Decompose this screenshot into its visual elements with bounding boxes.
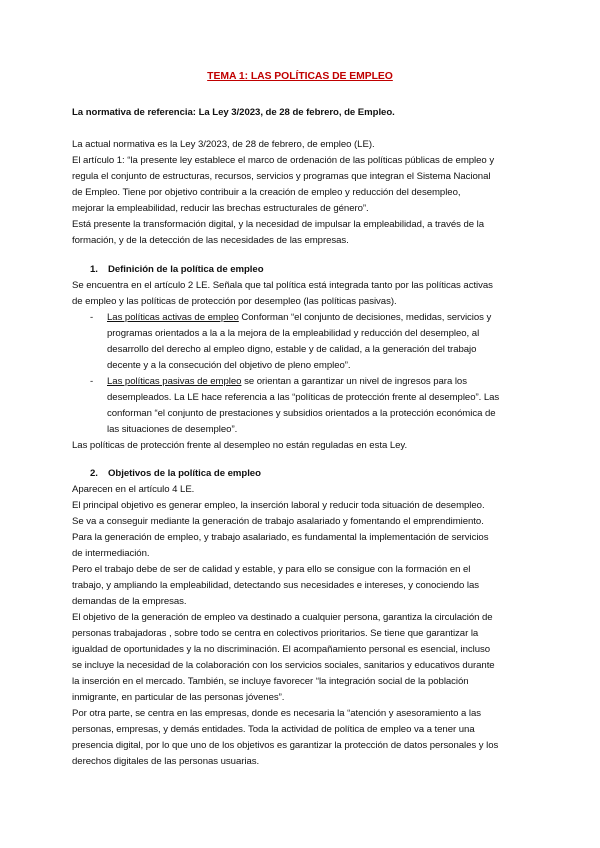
section2-line: Para la generación de empleo, y trabajo asalariado, es fundamental la implementación de servicios: [72, 532, 489, 543]
bullet-line: conforman “el conjunto de prestaciones y subsidios orientados a la protección económica de: [107, 408, 496, 419]
section2-line: la inserción en el mercado. También, se incluye favorecer “la integración social de la población: [72, 676, 469, 687]
section2-line: demandas de la empresas.: [72, 596, 187, 607]
intro-line: El artículo 1: “la presente ley establece el marco de ordenación de las políticas públicas de empleo y: [72, 155, 495, 166]
section2-line: de intermediación.: [72, 548, 150, 559]
bullet-text: Conforman “el conjunto de decisiones, medidas, servicios y: [238, 312, 492, 323]
intro-line: Está presente la transformación digital, y la necesidad de impulsar la empleabilidad, a través de la: [72, 219, 485, 230]
section1-number: 1.: [90, 264, 98, 275]
section1-closing: Las políticas de protección frente al desempleo no están reguladas en esta Ley.: [72, 440, 408, 451]
document-title: TEMA 1: LAS POLÍTICAS DE EMPLEO: [207, 71, 393, 82]
bullet-text: se orientan a garantizar un nivel de ingresos para los: [241, 376, 467, 387]
bullet-active-policies: [107, 310, 532, 374]
intro-line: La actual normativa es la Ley 3/2023, de 28 de febrero, de empleo (LE).: [72, 139, 375, 150]
intro-line: formación, y de la detección de las necesidades de las empresas.: [72, 235, 349, 246]
section2-line: Aparecen en el artículo 4 LE.: [72, 484, 195, 495]
bullet-passive-policies: [107, 374, 532, 438]
bullet-line: las situaciones de desempleo”.: [107, 424, 238, 435]
bullet-dash: -: [90, 312, 94, 323]
section1-line: de empleo y las políticas de protección por desempleo (las políticas pasivas).: [72, 296, 397, 307]
section2-line: trabajo, y ampliando la empleabilidad, detectando sus necesidades e intereses, y conociendo las: [72, 580, 479, 591]
section1-heading: [90, 262, 530, 278]
section2-heading-text: Objetivos de la política de empleo: [108, 468, 261, 479]
section1-line: Se encuentra en el artículo 2 LE. Señala que tal política está integrada tanto por las políticas activas: [72, 280, 493, 291]
section2-line: Por otra parte, se centra en las empresas, donde es necesaria la “atención y asesoramiento a las: [72, 708, 482, 719]
intro-line: regula el conjunto de estructuras, recursos, servicios y programas que integran el Sistema Nacional: [72, 171, 491, 182]
bullet-first-line: [107, 310, 532, 326]
intro-paragraph: [72, 137, 532, 249]
bullet-line: decente y a la consecución del objetivo de pleno empleo”.: [107, 360, 351, 371]
bullet-label: Las políticas activas de empleo: [107, 312, 239, 323]
bullet-line: programas orientados a la a la mejora de la empleabilidad y reducción del desempleo, al: [107, 328, 480, 339]
section2-line: personas, empresas, y demás entidades. Toda la actividad de política de empleo va a tener una: [72, 724, 475, 735]
section2-line: El objetivo de la generación de empleo va destinado a cualquier persona, garantiza la circulación de: [72, 612, 493, 623]
intro-line: mejorar la empleabilidad, reducir las brechas estructurales de género”.: [72, 203, 369, 214]
section2-line: personas trabajadoras , sobre todo se centra en colectivos prioritarios. Se tiene que garantizar la: [72, 628, 479, 639]
section2-line: El principal objetivo es generar empleo, la inserción laboral y reducir toda situación de desempleo.: [72, 500, 485, 511]
section2-body: [72, 482, 532, 770]
bullet-label: Las políticas pasivas de empleo: [107, 376, 242, 387]
intro-line: de Empleo. Tiene por objetivo contribuir a la creación de empleo y reducción del desempleo,: [72, 187, 461, 198]
section2-line: derechos digitales de las personas usuarias.: [72, 756, 260, 767]
bullet-line: desempleados. La LE hace referencia a las “políticas de protección frente al desempleo”. Las: [107, 392, 500, 403]
bullet-line: desarrollo del derecho al empleo digno, estable y de calidad, a la generación del trabajo: [107, 344, 477, 355]
subtitle: La normativa de referencia: La Ley 3/2023, de 28 de febrero, de Empleo.: [72, 107, 395, 118]
section2-heading: [90, 466, 530, 482]
section2-line: presencia digital, por lo que uno de los objetivos es garantizar la protección de datos personales y los: [72, 740, 499, 751]
section2-line: igualdad de oportunidades y la no discriminación. El acompañamiento personal es esencial, incluso: [72, 644, 491, 655]
bullet-dash: -: [90, 376, 94, 387]
section2-line: Se va a conseguir mediante la generación de trabajo asalariado y fomentando el emprendimiento.: [72, 516, 484, 527]
section1-intro: [72, 278, 532, 310]
bullet-first-line: [107, 374, 532, 390]
section1-heading-text: Definición de la política de empleo: [108, 264, 264, 275]
section2-line: inmigrante, en particular de las personas jóvenes”.: [72, 692, 285, 703]
section2-line: Pero el trabajo debe de ser de calidad y estable, y para ello se consigue con la formación en el: [72, 564, 471, 575]
section2-line: se incluye la necesidad de la colaboración con los servicios sociales, sanitarios y educativos durante: [72, 660, 495, 671]
section2-number: 2.: [90, 468, 98, 479]
